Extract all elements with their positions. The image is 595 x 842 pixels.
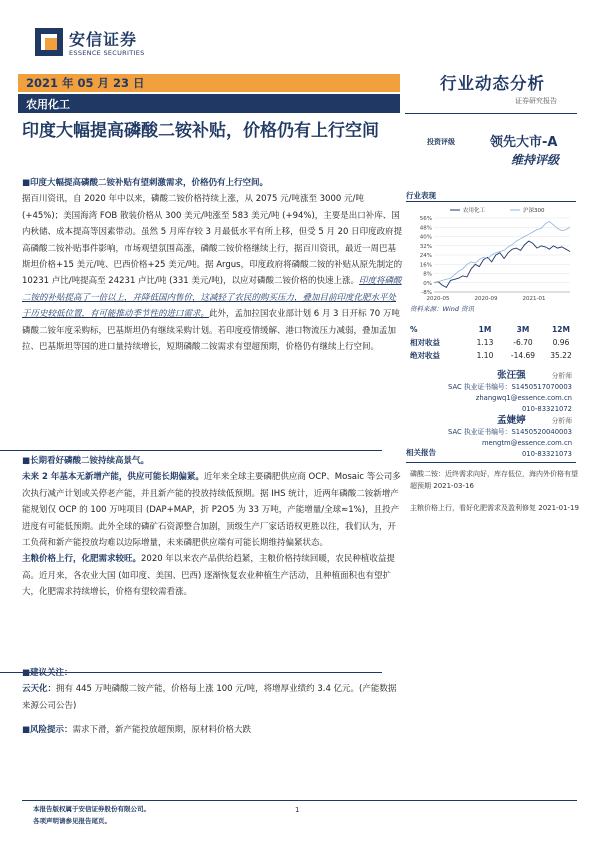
paragraph-text: 需求下滑，新产能投放超预期，原材料价格大跌	[72, 725, 252, 735]
table-header-row	[410, 323, 580, 336]
related-item-text: 主粮价格上行，看好化肥需求及盈利修复	[410, 504, 536, 512]
chart-x-ticks	[427, 296, 546, 302]
page-title: 印度大幅提高磷酸二铵补贴，价格仍有上行空间	[22, 121, 379, 141]
table-row	[410, 349, 580, 362]
report-subtitle: 证券研究报告	[515, 97, 557, 105]
paragraph-lead: 未来 2 年基本无新增产能，供应可能长期偏紧。	[22, 472, 204, 483]
table-row	[410, 336, 580, 349]
footer-disclaimer	[33, 803, 150, 827]
paragraph-text: 据百川资讯，自 2020 年中以来，磷酸二铵价格持续上涨，从 2075 元/吨涨至 3000 元/吨 (+45%)；美国海湾 FOB 散装价格从 300 美元/吨涨至 583 美元/吨 (+94%)，主要是出口补库、国内秋储、成本提高等因素带动。虽然 5 月库存较 3 月最低水平有所上移，但受 5 月 20 日印度政府提高磷酸二铵补贴事件影响，市场观望氛围高涨，磷酸二铵价格继续上行，据百川资讯，最近一周巴基斯坦价格+15 美元/吨、巴西价格+25 美元/吨。据 Argus，印度政府将磷酸二铵的补贴从原先制定的 10231 卢比/吨提高至 24231 卢比/吨 (331 美元/吨)，以应对磷酸二铵价格的快速上涨。	[22, 194, 403, 287]
paragraph-text: 此外，孟加拉国农业部计划 6 月 3 日开标 70 万吨磷酸二铵年度采购标，巴基斯坦仍有继续采购计划。若印度疫情缓解、港口物流压力减弱，叠加孟加拉、巴基斯坦等国的进口量持续增长，短期磷酸二铵需求有望超预期，价格仍有继续上行空间。	[22, 309, 400, 353]
paragraph-lead: 主粮价格上行，化肥需求较旺。	[22, 554, 142, 565]
table-cell: -6.70	[513, 338, 533, 347]
paragraph	[22, 681, 404, 714]
related-item[interactable]	[410, 468, 580, 492]
returns-table	[410, 323, 580, 362]
related-item[interactable]	[410, 502, 580, 514]
rating-label: 投资评级	[427, 138, 455, 146]
analyst-name: 张汪强	[497, 370, 526, 381]
y-tick-label: 8%	[423, 271, 432, 278]
section-heading: ■风险提示：	[22, 725, 73, 735]
paragraph	[22, 469, 404, 551]
sector-label: 农用化工	[26, 98, 70, 111]
y-tick-label: 56%	[419, 216, 432, 222]
chart-legend	[450, 206, 545, 214]
analyst-role: 分析师	[551, 372, 572, 380]
report-date: 2021 年 05 月 23 日	[26, 76, 145, 90]
y-tick-label: 40%	[419, 234, 432, 241]
related-item-date: 2021-03-16	[433, 482, 474, 490]
related-item-date: 2021-01-19	[538, 504, 579, 512]
performance-chart	[410, 204, 578, 304]
analyst-email[interactable]: zhangwq1@essence.com.cn	[475, 394, 572, 402]
table-header: 3M	[516, 325, 530, 334]
related-title: 相关报告	[406, 448, 436, 457]
logo-en: ESSENCE SECURITIES	[69, 49, 145, 57]
y-tick-label: 16%	[419, 262, 432, 269]
divider	[406, 201, 576, 202]
y-tick-label: 32%	[419, 243, 432, 250]
related-bar	[406, 462, 576, 463]
paragraph	[22, 191, 404, 355]
analyst-role: 分析师	[551, 417, 572, 425]
y-tick-label: 0%	[423, 280, 432, 287]
analyst-card	[406, 370, 572, 415]
report-type: 行业动态分析	[440, 74, 545, 93]
y-tick-label: 48%	[419, 225, 432, 232]
section-4	[22, 722, 404, 738]
chart-source: 资料来源：Wind 资讯	[410, 305, 475, 313]
related-item-text: 磷酸二铵：近终需求向好，库存低位，海内外价格有望超预期	[410, 470, 578, 490]
page-number: 1	[295, 806, 300, 814]
section-1	[22, 175, 404, 355]
analyst-phone: 010-83321073	[521, 450, 572, 458]
y-tick-label: 24%	[419, 253, 432, 259]
perf-title: 行业表现	[406, 191, 436, 200]
section-heading: ■建议关注：	[22, 668, 73, 678]
logo-mark-icon	[35, 28, 63, 56]
y-tick-label: -8%	[421, 290, 432, 296]
chart-y-ticks	[420, 216, 432, 296]
company-logo	[35, 26, 155, 64]
chart-lines	[434, 222, 570, 288]
section-heading: ■长期看好磷酸二铵持续高景气。	[22, 456, 150, 466]
paragraph-text: 近年来全球主要磷肥供应商 OCP、Mosaic 等公司多次执行减产计划或关停老产能，并且新产能的投放持续低预期。据 IHS 统计，近两年磷酸二铵新增产能规划仅 OCP 的 100 万吨项目 (DAP+MAP，折 P2O5 为 33 万吨，产能增量/全球≈1%)，且投产进度有可能低预期。此外全球的磷矿石资源整合加剧，顶级生产厂家话语权更胜以往，我们认为，开工负荷和新产能投放均难以边际增量，未来磷肥供应端有可能长期维持偏紧状态。	[22, 472, 401, 549]
x-tick-label: 2021-01	[522, 296, 546, 302]
analyst-cert: SAC 执业证书编号：S1450517070003	[448, 383, 572, 391]
table-cell: 1.10	[476, 351, 494, 360]
paragraph-text: 2020 年以来农产品供给趋紧，主粮价格持续回暖，农民种植收益提高。近月来，各农业大国 (如印度、美国、巴西) 逐渐恢复农业种植生产活动，且种植面积也有望扩大，化肥需求持续增长，价格有望较需看涨。	[22, 554, 395, 598]
table-cell: 35.22	[550, 351, 572, 360]
rating-value: 领先大市-A	[490, 135, 558, 150]
analyst-phone: 010-83321072	[521, 405, 572, 413]
rating-keep: 维持评级	[511, 153, 560, 167]
footer-divider	[22, 800, 577, 801]
table-header: 12M	[552, 325, 570, 334]
paragraph	[22, 551, 404, 600]
analyst-cert: SAC 执业证书编号：S1450520040003	[448, 428, 572, 436]
footer-line: 各项声明请参见报告尾页。	[33, 817, 111, 825]
table-cell: 绝对收益	[410, 351, 440, 360]
logo-cn: 安信证券	[69, 30, 138, 49]
divider	[405, 113, 577, 114]
paragraph-lead: 云天化：	[22, 684, 57, 695]
table-header: 1M	[478, 325, 492, 334]
x-tick-label: 2020-05	[426, 296, 450, 302]
legend-label: 农用化工	[463, 208, 486, 214]
divider	[0, 450, 382, 451]
table-cell: 1.13	[476, 338, 494, 347]
legend-label: 沪深300	[523, 208, 545, 214]
section-heading: ■印度大幅提高磷酸二铵补贴有望刺激需求，价格仍有上行空间。	[22, 178, 269, 188]
x-tick-label: 2020-09	[474, 296, 498, 302]
section-3	[22, 665, 404, 714]
paragraph-text: 拥有 445 万吨磷酸二铵产能，价格每上涨 100 元/吨，将增厚业绩约 3.4 亿元。(产能数据来源公司公告)	[22, 684, 397, 711]
table-cell: 0.96	[552, 338, 570, 347]
table-header: %	[410, 325, 418, 334]
analyst-email[interactable]: mengtm@essence.com.cn	[481, 439, 572, 447]
table-cell: 相对收益	[410, 338, 440, 347]
sector-bar	[18, 94, 400, 113]
analyst-name: 孟婕婷	[497, 415, 526, 426]
footer-line: 本报告版权属于安信证券股份有限公司。	[33, 805, 150, 813]
table-cell: -14.69	[510, 351, 536, 360]
section-2	[22, 453, 404, 601]
emphasis-text: 印度将磷酸二铵的补贴提高了一倍以上，并降低国内售价，这减轻了农民的购买压力，叠加目前印度化肥水平处于历史较低位置，有可能推动季节性的进口需求。	[22, 276, 402, 320]
